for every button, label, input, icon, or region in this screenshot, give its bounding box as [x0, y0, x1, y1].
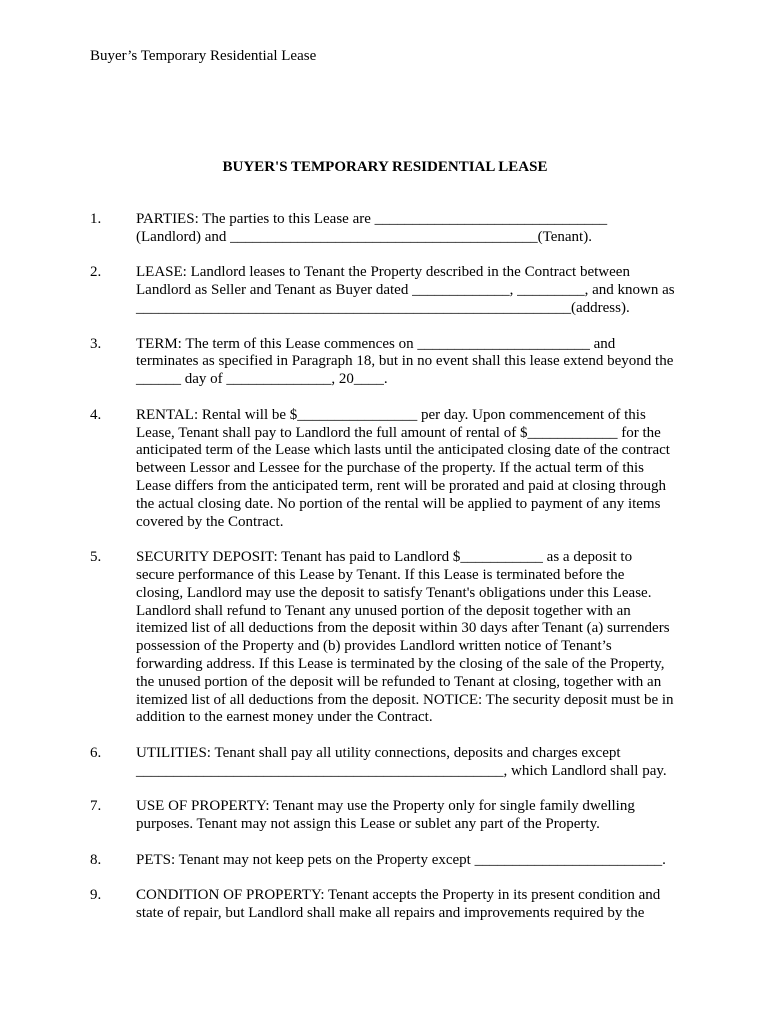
section-number: 3.: [90, 335, 102, 352]
section-condition-of-property: [90, 887, 770, 923]
section-line: the actual closing date. No portion of the rental will be applied to payment of any items: [136, 495, 661, 512]
section-line: possession of the Property and (b) provides Landlord written notice of Tenant’s: [136, 638, 612, 655]
section-line: UTILITIES: Tenant shall pay all utility connections, deposits and charges except: [136, 744, 621, 761]
section-parties: [90, 211, 770, 247]
section-line: between Lessor and Lessee for the purchase of the property. If the actual term of this: [136, 460, 644, 477]
section-body: [136, 549, 770, 727]
section-number: 8.: [90, 851, 102, 868]
section-line: (Landlord) and _________________________________________(Tenant).: [136, 228, 592, 245]
section-use-of-property: [90, 798, 770, 834]
section-line: SECURITY DEPOSIT: Tenant has paid to Landlord $___________ as a deposit to: [136, 549, 633, 566]
section-line: PARTIES: The parties to this Lease are _______________________________: [136, 211, 608, 227]
section-line: itemized list of all deductions from the deposit within 30 days after Tenant (a) surrenders: [136, 620, 670, 637]
section-line: CONDITION OF PROPERTY: Tenant accepts the Property in its present condition and: [136, 887, 661, 904]
section-line: covered by the Contract.: [136, 513, 284, 530]
section-line: state of repair, but Landlord shall make all repairs and improvements required by the: [136, 905, 645, 922]
section-line: LEASE: Landlord leases to Tenant the Property described in the Contract between: [136, 264, 630, 281]
section-line: secure performance of this Lease by Tenant. If this Lease is terminated before the: [136, 566, 625, 583]
section-line: Lease, Tenant shall pay to Landlord the full amount of rental of $____________ for the: [136, 424, 661, 441]
section-body: [136, 798, 770, 834]
section-number: 9.: [90, 887, 102, 904]
section-body: [136, 264, 770, 317]
section-line: terminates as specified in Paragraph 18, but in no event shall this lease extend beyond the: [136, 353, 674, 370]
section-rental: [90, 407, 770, 532]
section-line: _________________________________________________, which Landlord shall pay.: [136, 762, 667, 779]
document-title: BUYER'S TEMPORARY RESIDENTIAL LEASE: [222, 159, 548, 175]
section-pets: [90, 852, 770, 870]
section-line: Landlord as Seller and Tenant as Buyer dated _____________, _________, and known as: [136, 282, 675, 299]
section-line: itemized list of all deductions from the deposit. NOTICE: The security deposit must be in: [136, 691, 674, 708]
section-line: closing, Landlord may use the deposit to satisfy Tenant's obligations under this Lease.: [136, 584, 652, 601]
section-number: 2.: [90, 264, 102, 281]
section-number: 4.: [90, 406, 102, 423]
section-utilities: [90, 745, 770, 781]
section-body: [136, 852, 770, 870]
section-line: addition to the earnest money under the Contract.: [136, 709, 433, 726]
running-header: Buyer’s Temporary Residential Lease: [90, 48, 317, 64]
section-number: 5.: [90, 549, 102, 566]
section-line: USE OF PROPERTY: Tenant may use the Property only for single family dwelling: [136, 798, 635, 815]
section-line: purposes. Tenant may not assign this Lease or sublet any part of the Property.: [136, 816, 600, 833]
section-line: forwarding address. If this Lease is terminated by the closing of the sale of the Property,: [136, 655, 665, 672]
section-line: anticipated term of the Lease which lasts until the anticipated closing date of the contract: [136, 442, 670, 459]
section-line: TERM: The term of this Lease commences on _______________________ and: [136, 335, 616, 352]
section-line: ______ day of ______________, 20____.: [136, 371, 388, 388]
section-number: 1.: [90, 211, 102, 227]
section-number: 7.: [90, 798, 102, 815]
section-line: the unused portion of the deposit will be refunded to Tenant at closing, together with an: [136, 673, 662, 690]
section-lease: [90, 264, 770, 317]
section-body: [136, 407, 770, 532]
section-line: PETS: Tenant may not keep pets on the Property except _________________________.: [136, 851, 666, 868]
section-line: __________________________________________________________(address).: [136, 299, 630, 316]
section-body: [136, 887, 770, 923]
section-security-deposit: [90, 549, 770, 727]
section-body: [136, 211, 770, 247]
section-body: [136, 336, 770, 389]
lease-sections: [90, 211, 770, 941]
section-number: 6.: [90, 744, 102, 761]
section-line: RENTAL: Rental will be $________________ per day. Upon commencement of this: [136, 406, 646, 423]
section-line: Lease differs from the anticipated term, rent will be prorated and paid at closing through: [136, 477, 666, 494]
section-body: [136, 745, 770, 781]
section-term: [90, 336, 770, 389]
section-line: Landlord shall refund to Tenant any unused portion of the deposit together with an: [136, 602, 631, 619]
